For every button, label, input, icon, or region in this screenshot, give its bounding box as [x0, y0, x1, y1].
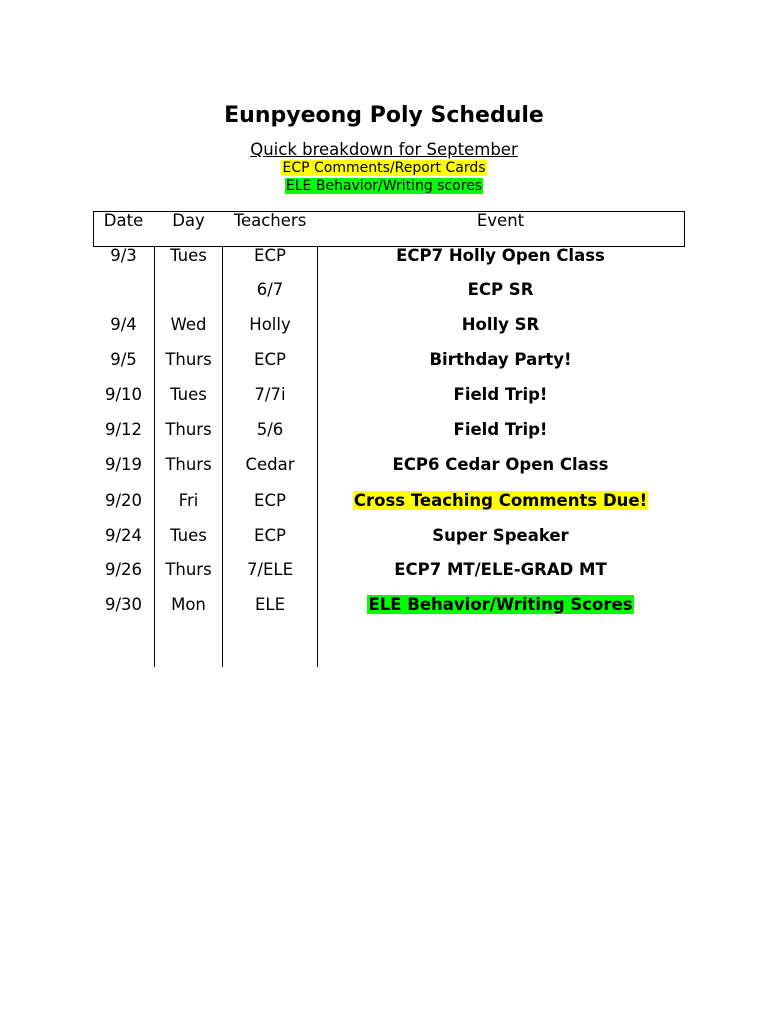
cell-teachers: ECP — [254, 246, 286, 265]
cell-event — [318, 419, 683, 441]
cell-event — [318, 349, 683, 371]
cell-teachers: 7/7i — [254, 385, 286, 404]
cell-teachers: Holly — [249, 315, 291, 334]
cell-day: Thurs — [165, 350, 212, 369]
cell-day: Thurs — [165, 420, 212, 439]
cell-event — [318, 490, 683, 512]
cell-date: 9/5 — [110, 350, 137, 369]
event-text: ECP7 MT/ELE-GRAD MT — [394, 560, 607, 579]
note-report-cards — [0, 159, 768, 177]
subtitle: Quick breakdown for September — [250, 140, 518, 159]
cell-date: 9/30 — [104, 595, 143, 614]
event-text: Field Trip! — [453, 385, 548, 404]
header-date: Date — [103, 211, 144, 230]
cell-teachers: ECP — [254, 491, 286, 510]
cell-date: 9/12 — [104, 420, 143, 439]
event-text: Holly SR — [461, 315, 540, 334]
cell-event — [318, 525, 683, 547]
event-text: Cross Teaching Comments Due! — [353, 491, 648, 510]
cell-teachers: ELE — [254, 595, 286, 614]
note-report-cards-text: ECP Comments/Report Cards — [282, 160, 486, 176]
header-day: Day — [172, 211, 205, 230]
cell-day: Thurs — [165, 455, 212, 474]
cell-teachers: 5/6 — [256, 420, 284, 439]
cell-event — [318, 245, 683, 267]
cell-date: 9/24 — [104, 526, 143, 545]
cell-day: Tues — [170, 526, 207, 545]
header-event: Event — [476, 211, 525, 230]
note-behavior-scores-text: ELE Behavior/Writing scores — [285, 178, 483, 194]
cell-teachers: ECP — [254, 350, 286, 369]
cell-day: Tues — [170, 385, 207, 404]
event-text: ELE Behavior/Writing Scores — [368, 595, 633, 614]
event-text: Birthday Party! — [429, 350, 572, 369]
cell-event — [318, 454, 683, 476]
header-teachers: Teachers — [233, 211, 307, 230]
cell-day: Fri — [178, 491, 199, 510]
cell-date: 9/20 — [104, 491, 143, 510]
page-title: Eunpyeong Poly Schedule — [224, 103, 544, 128]
cell-teachers: Cedar — [245, 455, 295, 474]
cell-date: 9/26 — [104, 560, 143, 579]
cell-event — [318, 279, 683, 301]
event-text: Super Speaker — [432, 526, 569, 545]
event-text: ECP6 Cedar Open Class — [392, 455, 609, 474]
cell-date: 9/3 — [110, 246, 137, 265]
cell-date: 9/4 — [110, 315, 137, 334]
event-text: ECP SR — [467, 280, 534, 299]
cell-event — [318, 559, 683, 581]
cell-event — [318, 594, 683, 616]
cell-teachers: 7/ELE — [246, 560, 294, 579]
cell-date: 9/10 — [104, 385, 143, 404]
cell-day: Tues — [170, 246, 207, 265]
cell-day: Thurs — [165, 560, 212, 579]
event-text: Field Trip! — [453, 420, 548, 439]
event-text: ECP7 Holly Open Class — [396, 246, 605, 265]
cell-event — [318, 314, 683, 336]
note-behavior-scores — [0, 177, 768, 195]
cell-teachers: 6/7 — [256, 280, 284, 299]
cell-date: 9/19 — [104, 455, 143, 474]
cell-teachers: ECP — [254, 526, 286, 545]
cell-day: Mon — [171, 595, 206, 614]
cell-day: Wed — [170, 315, 207, 334]
cell-event — [318, 384, 683, 406]
